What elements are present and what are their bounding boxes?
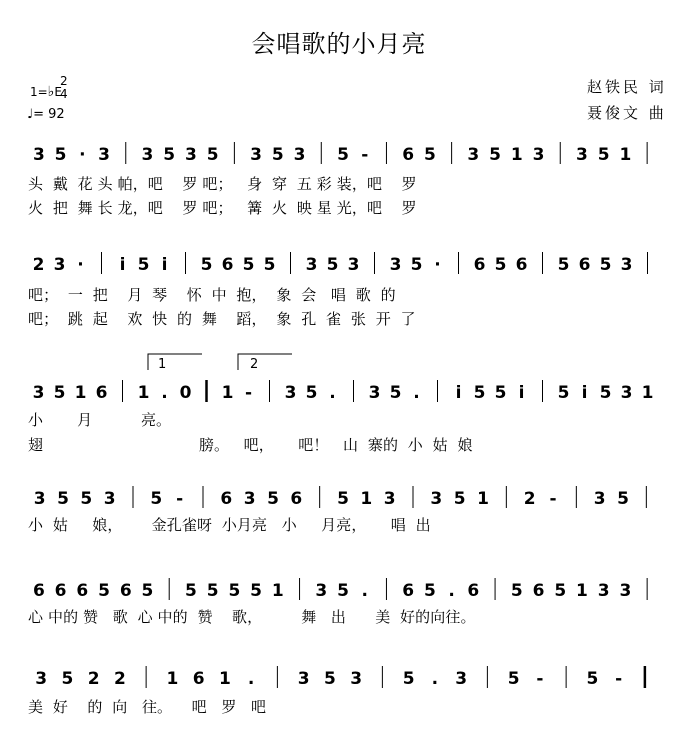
note: 3 [98,145,110,165]
note: 2 [523,489,536,509]
note: 5 [494,383,507,403]
note: 6 [402,581,415,601]
key-prefix: 1= [30,85,48,99]
note: i [161,255,168,275]
note: . [247,669,255,689]
note: 3 [141,145,154,165]
note: 6 [221,255,234,275]
notation-line-4 [28,482,658,514]
note: 3 [103,489,116,509]
note: 5 [557,255,570,275]
note: 5 [389,383,402,403]
note: 1 [218,669,231,689]
note: 3 [620,255,633,275]
time-top: 2 [60,74,68,88]
note: 5 [557,383,570,403]
note: 1 [619,145,632,165]
note: 5 [263,255,276,275]
note: 5 [402,669,415,689]
song-title: 会唱歌的小月亮 [251,30,427,58]
note: 5 [323,669,336,689]
note: 5 [599,383,612,403]
note: 3 [597,581,610,601]
note: . [413,383,420,403]
note: i [518,383,525,403]
note: 3 [576,145,588,165]
note: 6 [192,669,205,689]
note: 5 [337,581,349,601]
note: 6 [290,489,303,509]
note: 3 [430,489,443,509]
note: 5 [507,669,520,689]
note: 3 [619,581,632,601]
flat-icon: ♭ [47,84,55,100]
note: 5 [250,581,263,601]
note: 6 [119,581,132,601]
note: 5 [305,383,318,403]
notation-line-6 [28,662,658,694]
note: 1 [221,383,234,403]
lyric-line-5: 心 中的 赞 歌 心 中的 赞 歌， 舞 出 美 好的向往。 [28,608,476,626]
note: 5 [337,145,349,165]
note: 3 [368,383,381,403]
note: - [361,145,369,165]
volta-brackets [140,348,310,372]
notation-line-3 [28,376,658,408]
lyric-line-2b: 吧； 跳 起 欢 快 的 舞 蹈， 象 孔 雀 张 开 了 [28,310,416,328]
note: 3 [297,669,310,689]
note: 5 [98,581,110,601]
note: 3 [243,489,256,509]
note: 3 [347,255,360,275]
note: 6 [467,581,480,601]
note: 3 [315,581,328,601]
note: 6 [473,255,486,275]
note: 3 [32,145,45,165]
note: 5 [326,255,339,275]
note: · [77,255,84,275]
note: 3 [383,489,396,509]
note: 6 [515,255,528,275]
composer-credit: 聂俊文 曲 [587,104,667,122]
note: 1 [641,383,654,403]
note: 0 [179,383,192,403]
note: i [119,255,126,275]
note: - [536,669,544,689]
note: - [549,489,557,509]
lyric-line-3b: 翅 膀。 吧， 吧！ 山 寨的 小 姑 娘 [28,436,473,454]
note: 6 [220,489,233,509]
note: 1 [576,581,588,601]
lyric-line-4: 小 姑 娘， 金孔雀呀 小月亮 小 月亮， 唱 出 [28,516,431,534]
note: 2 [113,669,126,689]
volta-first: 1 [158,357,167,372]
note: 5 [494,255,507,275]
note: 1 [74,383,87,403]
note: 5 [200,255,213,275]
note: - [244,383,253,403]
volta-second: 2 [250,357,259,372]
key-note: E [54,85,62,99]
time-signature [60,75,68,101]
note: 5 [53,383,66,403]
note: 5 [617,489,629,509]
note: 3 [32,383,45,403]
note: 5 [453,489,466,509]
note: 5 [554,581,567,601]
note: 3 [593,489,606,509]
note: 5 [137,255,150,275]
note: 5 [206,145,219,165]
note: 1 [510,145,523,165]
note: 5 [228,581,241,601]
note: 5 [80,489,93,509]
note: · [434,255,441,275]
notes-1 [33,142,647,165]
lyric-line-6: 美 好 的 向 往。 吧 罗 吧 [28,698,267,716]
tempo-mark: ♩= 92 [27,107,65,122]
note: 6 [54,581,67,601]
note: 1 [271,581,284,601]
note: 3 [33,489,46,509]
note: 1 [166,669,179,689]
note: 5 [141,581,154,601]
note: 5 [163,145,176,165]
note: 3 [250,145,263,165]
lyricist-credit: 赵铁民 词 [587,78,667,96]
lyric-line-2a: 吧； 一 把 月 琴 怀 中 抱， 象 会 唱 歌 的 [28,286,396,304]
note: · [79,145,86,165]
note: 3 [284,383,297,403]
note: 3 [305,255,318,275]
note: 3 [455,669,468,689]
note: . [431,669,439,689]
note: 6 [95,383,108,403]
time-bottom: 4 [60,87,68,101]
note: 5 [489,145,501,165]
note: 3 [467,145,480,165]
note: 5 [242,255,255,275]
note: - [176,489,184,509]
note: 5 [54,145,67,165]
note: 5 [61,669,74,689]
note: 5 [586,669,599,689]
note: 6 [32,581,45,601]
lyric-line-1a: 头 戴 花 头 帕，吧 罗 吧； 身 穿 五 彩 装，吧 罗 [28,175,417,193]
note: 6 [532,581,545,601]
note: 3 [620,383,633,403]
note: 2 [32,255,45,275]
key-signature [30,74,68,101]
note: . [161,383,168,403]
note: 5 [267,489,279,509]
note: 5 [473,383,486,403]
note: 1 [137,383,150,403]
note: 5 [599,255,612,275]
note: . [448,581,455,601]
note: 5 [337,489,349,509]
note: 5 [423,581,436,601]
note: 3 [293,145,306,165]
note: 3 [350,669,363,689]
note: 3 [389,255,402,275]
note: . [329,383,336,403]
notation-line-2 [28,248,658,280]
note: 1 [360,489,373,509]
note: - [615,669,623,689]
note: 6 [402,145,415,165]
note: 5 [271,145,284,165]
notation-svg-1 [28,138,658,172]
note: i [581,383,588,403]
note: 5 [185,581,197,601]
note: 5 [410,255,423,275]
note: 5 [150,489,163,509]
note: 2 [87,669,100,689]
note: 3 [35,669,48,689]
note: 5 [510,581,523,601]
note: 5 [57,489,69,509]
notation-line-5 [28,574,658,606]
note: 5 [206,581,219,601]
notation-line-1 [28,138,658,170]
note: 5 [423,145,436,165]
note: i [455,383,462,403]
note: 6 [578,255,591,275]
note: 1 [477,489,489,509]
note: 3 [185,145,197,165]
note: . [361,581,368,601]
note: 5 [597,145,610,165]
lyric-line-3a: 小 月 亮。 [28,411,172,429]
note: 6 [76,581,89,601]
note: 3 [532,145,545,165]
note: 3 [53,255,66,275]
lyric-line-1b: 火 把 舞 长 龙，吧 罗 吧； 篝 火 映 星 光，吧 罗 [28,199,417,217]
